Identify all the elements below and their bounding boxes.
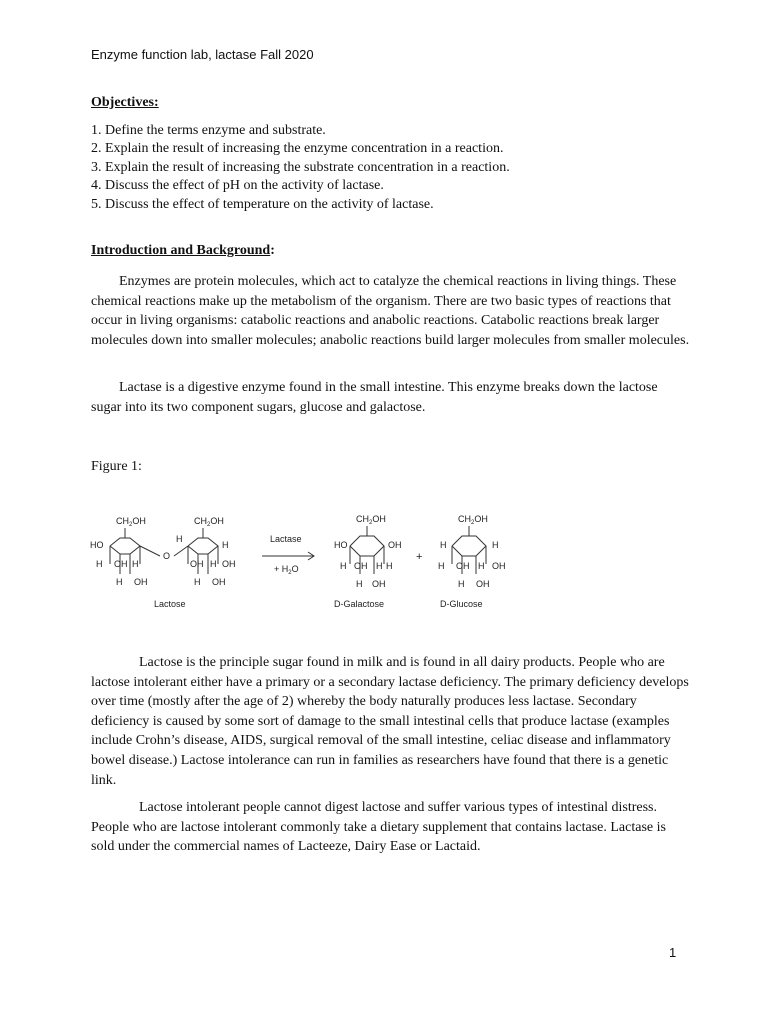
objective-item: 5. Discuss the effect of temperature on the activity of lactase. — [91, 196, 434, 212]
h-label: H — [340, 561, 347, 571]
h-label: H — [376, 561, 383, 571]
h-label: H — [222, 540, 229, 550]
figure-label: Figure 1: — [91, 459, 142, 474]
oh-label: OH — [222, 559, 236, 569]
ch2oh-label: $CH_2OH$ — [194, 516, 224, 528]
objectives-heading: Objectives: — [91, 95, 159, 110]
galactose-name: D-Galactose — [334, 599, 385, 609]
oh-label: OH — [388, 540, 402, 550]
oh-label: OH — [492, 561, 506, 571]
page-number: 1 — [669, 945, 677, 960]
h-label: H — [492, 540, 499, 550]
ho-label: HO — [334, 540, 348, 550]
page-header: Enzyme function lab, lactase Fall 2020 — [91, 47, 314, 62]
objective-item: 3. Explain the result of increasing the substrate concentration in a reaction. — [91, 159, 510, 175]
ch2oh-label: $CH_2OH$ — [458, 514, 488, 526]
h-label: H — [478, 561, 485, 571]
h-label: H — [440, 540, 447, 550]
oh-label: OH — [354, 561, 368, 571]
h-label: H — [210, 559, 217, 569]
h-label: H — [96, 559, 103, 569]
h-label: H — [356, 579, 363, 589]
intro-heading-text: Introduction and Background — [91, 243, 271, 258]
oxygen-label: O — [163, 551, 171, 561]
ch2oh-label: $CH_2OH$ — [116, 516, 146, 528]
intro-paragraph-2: Lactase is a digestive enzyme found in the small intestine. This enzyme breaks down the lactose sugar into its two component sugars, glucose and galactose. — [91, 380, 658, 415]
objective-item: 1. Define the terms enzyme and substrate. — [91, 123, 326, 138]
h-label: H — [194, 577, 201, 587]
intro-heading-colon: : — [270, 243, 275, 258]
oh-label: OH — [456, 561, 470, 571]
objective-item: 2. Explain the result of increasing the enzyme concentration in a reaction. — [91, 141, 504, 157]
objectives-list — [91, 122, 510, 214]
body-paragraph-3: Lactose is the principle sugar found in milk and is found in all dairy products. People who are lactose intolerant either have a primary or a secondary lactase deficiency. The primary deficiency develops over time (mostly after the age of 2) whereby the body naturally produces less lactase. Secondary deficiency is caused by some sort of damage to the small intestinal cells that produce lactase (examples include Crohn’s disease, AIDS, surgical removal of the small intestine, celiac disease and inflammatory bowel disease.) Lactose intolerance can run in families as researchers have found that there is a genetic link. — [91, 655, 689, 788]
h-label: H — [458, 579, 465, 589]
plus-sign: + — [416, 551, 423, 563]
body-paragraph-4: Lactose intolerant people cannot digest lactose and suffer various types of intestinal distress. People who are lactose intolerant commonly take a dietary supplement that contains lactase. Lactase is sold under the commercial names of Lacteeze, Dairy Ease or Lactaid. — [91, 800, 666, 855]
oh-label: OH — [212, 577, 226, 587]
h-label: H — [116, 577, 123, 587]
oh-label: OH — [372, 579, 386, 589]
lactose-hydrolysis-figure — [88, 508, 528, 620]
oh-label: OH — [114, 559, 128, 569]
oh-label: OH — [476, 579, 490, 589]
lactose-name: Lactose — [154, 599, 186, 609]
ch2oh-label: $CH_2OH$ — [356, 514, 386, 526]
intro-heading — [91, 243, 275, 259]
h-label: H — [386, 561, 393, 571]
glucose-name: D-Glucose — [440, 599, 483, 609]
enzyme-label: Lactase — [270, 534, 302, 544]
intro-paragraph-1: Enzymes are protein molecules, which act to catalyze the chemical reactions in living things. These chemical reactions make up the metabolism of the organism. There are two basic types of reactions that occur in living organisms: catabolic reactions and anabolic reactions. Catabolic reactions break larger molecules down into smaller molecules; anabolic reactions build larger molecules from smaller molecules. — [91, 274, 690, 348]
water-label: + $H_2O$ — [274, 564, 299, 576]
oh-label: OH — [134, 577, 148, 587]
oh-label: OH — [190, 559, 204, 569]
h-label: H — [438, 561, 445, 571]
h-label: H — [176, 534, 183, 544]
objective-item: 4. Discuss the effect of pH on the activity of lactase. — [91, 178, 384, 194]
h-label: H — [132, 559, 139, 569]
ho-label: HO — [90, 540, 104, 550]
